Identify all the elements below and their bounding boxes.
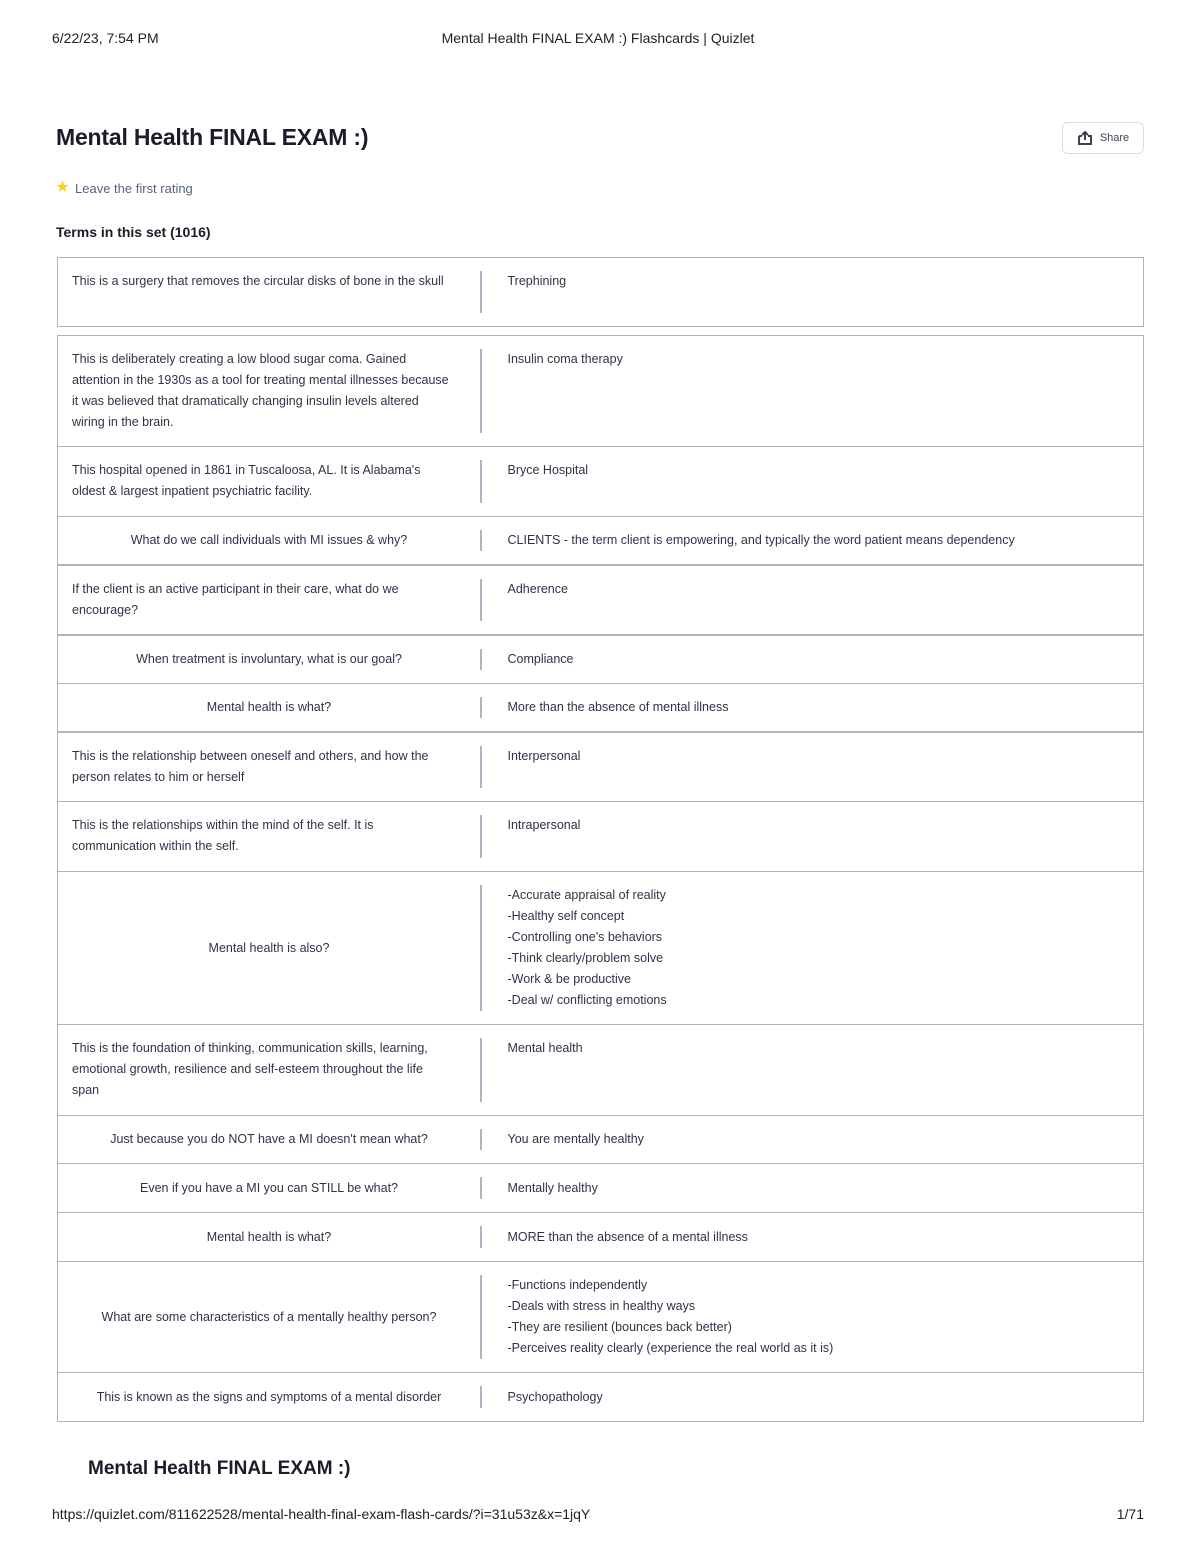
flashcard	[57, 1024, 1144, 1116]
card-term: What are some characteristics of a mentally healthy person?	[101, 1309, 437, 1324]
card-term: This is a surgery that removes the circular disks of bone in the skull	[72, 274, 444, 288]
card-term: This is the relationships within the mind of the self. It is communication within the self.	[72, 818, 374, 853]
card-term: If the client is an active participant in their care, what do we encourage?	[72, 582, 399, 617]
flashcard	[57, 1163, 1144, 1213]
flashcard	[57, 446, 1144, 517]
card-definition: Compliance	[507, 652, 574, 666]
card-term: Even if you have a MI you can STILL be what?	[139, 1180, 399, 1195]
share-button[interactable]	[1062, 122, 1144, 154]
print-datetime: 6/22/23, 7:54 PM	[52, 30, 159, 46]
rating-link[interactable]	[56, 180, 193, 196]
rating-label: Leave the first rating	[75, 180, 193, 196]
print-url: https://quizlet.com/811622528/mental-health-final-exam-flash-cards/?i=31u53z&x=1jqY	[52, 1506, 591, 1522]
card-definition: -Functions independently -Deals with stress in healthy ways -They are resilient (bounces back better) -Perceives reality clearly (experience the real world as it is)	[507, 1278, 834, 1355]
flashcard	[57, 516, 1144, 565]
card-term: Just because you do NOT have a MI doesn't mean what?	[110, 1132, 428, 1146]
flashcard	[57, 257, 1144, 327]
flashcard	[57, 565, 1144, 635]
card-term: This is the foundation of thinking, communication skills, learning, emotional growth, resilience and self-esteem throughout the life span	[72, 1041, 428, 1097]
print-page-number: 1/71	[1116, 1506, 1144, 1522]
card-term: Mental health is what?	[206, 700, 332, 714]
flashcard	[57, 635, 1144, 684]
card-definition: More than the absence of mental illness	[507, 700, 729, 714]
flashcard	[57, 1212, 1144, 1262]
card-term: Mental health is also?	[208, 940, 330, 955]
bottom-set-title: Mental Health FINAL EXAM :)	[88, 1458, 351, 1479]
flashcard	[57, 1261, 1144, 1373]
card-definition: -Accurate appraisal of reality -Healthy self concept -Controlling one's behaviors -Think clearly/problem solve -Work & be productive -Deal w/ conflicting emotions	[507, 888, 667, 1007]
card-definition: Adherence	[507, 582, 568, 596]
card-definition: Insulin coma therapy	[507, 352, 623, 366]
print-footer	[52, 1506, 1144, 1526]
card-definition: Trephining	[507, 274, 567, 288]
card-definition: Interpersonal	[507, 749, 581, 763]
print-page-title: Mental Health FINAL EXAM :) Flashcards | Quizlet	[441, 30, 755, 46]
card-definition: Psychopathology	[507, 1389, 603, 1404]
card-definition: Bryce Hospital	[507, 463, 589, 477]
flashcard	[57, 871, 1144, 1025]
card-term: This is the relationship between oneself and others, and how the person relates to him or herself	[72, 749, 429, 784]
card-definition: Mental health	[507, 1041, 583, 1055]
card-term: This is known as the signs and symptoms of a mental disorder	[96, 1389, 442, 1404]
flashcard	[57, 732, 1144, 802]
card-definition: CLIENTS - the term client is empowering, and typically the word patient means dependency	[507, 533, 1015, 547]
flashcard	[57, 683, 1144, 732]
share-label: Share	[1099, 132, 1130, 144]
card-term: This is deliberately creating a low blood sugar coma. Gained attention in the 1930s as a tool for treating mental illnesses because it was believed that dramatically changing insulin levels altered wiring in the brain.	[72, 352, 449, 429]
star-icon	[56, 180, 69, 196]
share-icon	[1077, 131, 1093, 145]
flashcard	[57, 1115, 1144, 1164]
terms-heading: Terms in this set (1016)	[56, 224, 211, 240]
flashcard	[57, 335, 1144, 447]
card-definition: Intrapersonal	[507, 818, 581, 832]
card-definition: Mentally healthy	[507, 1180, 598, 1195]
flashcard	[57, 1372, 1144, 1422]
card-definition: You are mentally healthy	[507, 1132, 644, 1146]
print-header	[52, 30, 1144, 50]
card-term: Mental health is what?	[206, 1229, 332, 1244]
card-term: This hospital opened in 1861 in Tuscaloosa, AL. It is Alabama's oldest & largest inpatient psychiatric facility.	[72, 463, 421, 498]
card-term: What do we call individuals with MI issues & why?	[130, 533, 408, 547]
card-definition: MORE than the absence of a mental illness	[507, 1229, 748, 1244]
flashcard	[57, 801, 1144, 872]
card-term: When treatment is involuntary, what is our goal?	[136, 652, 402, 666]
set-title: Mental Health FINAL EXAM :)	[56, 124, 369, 150]
